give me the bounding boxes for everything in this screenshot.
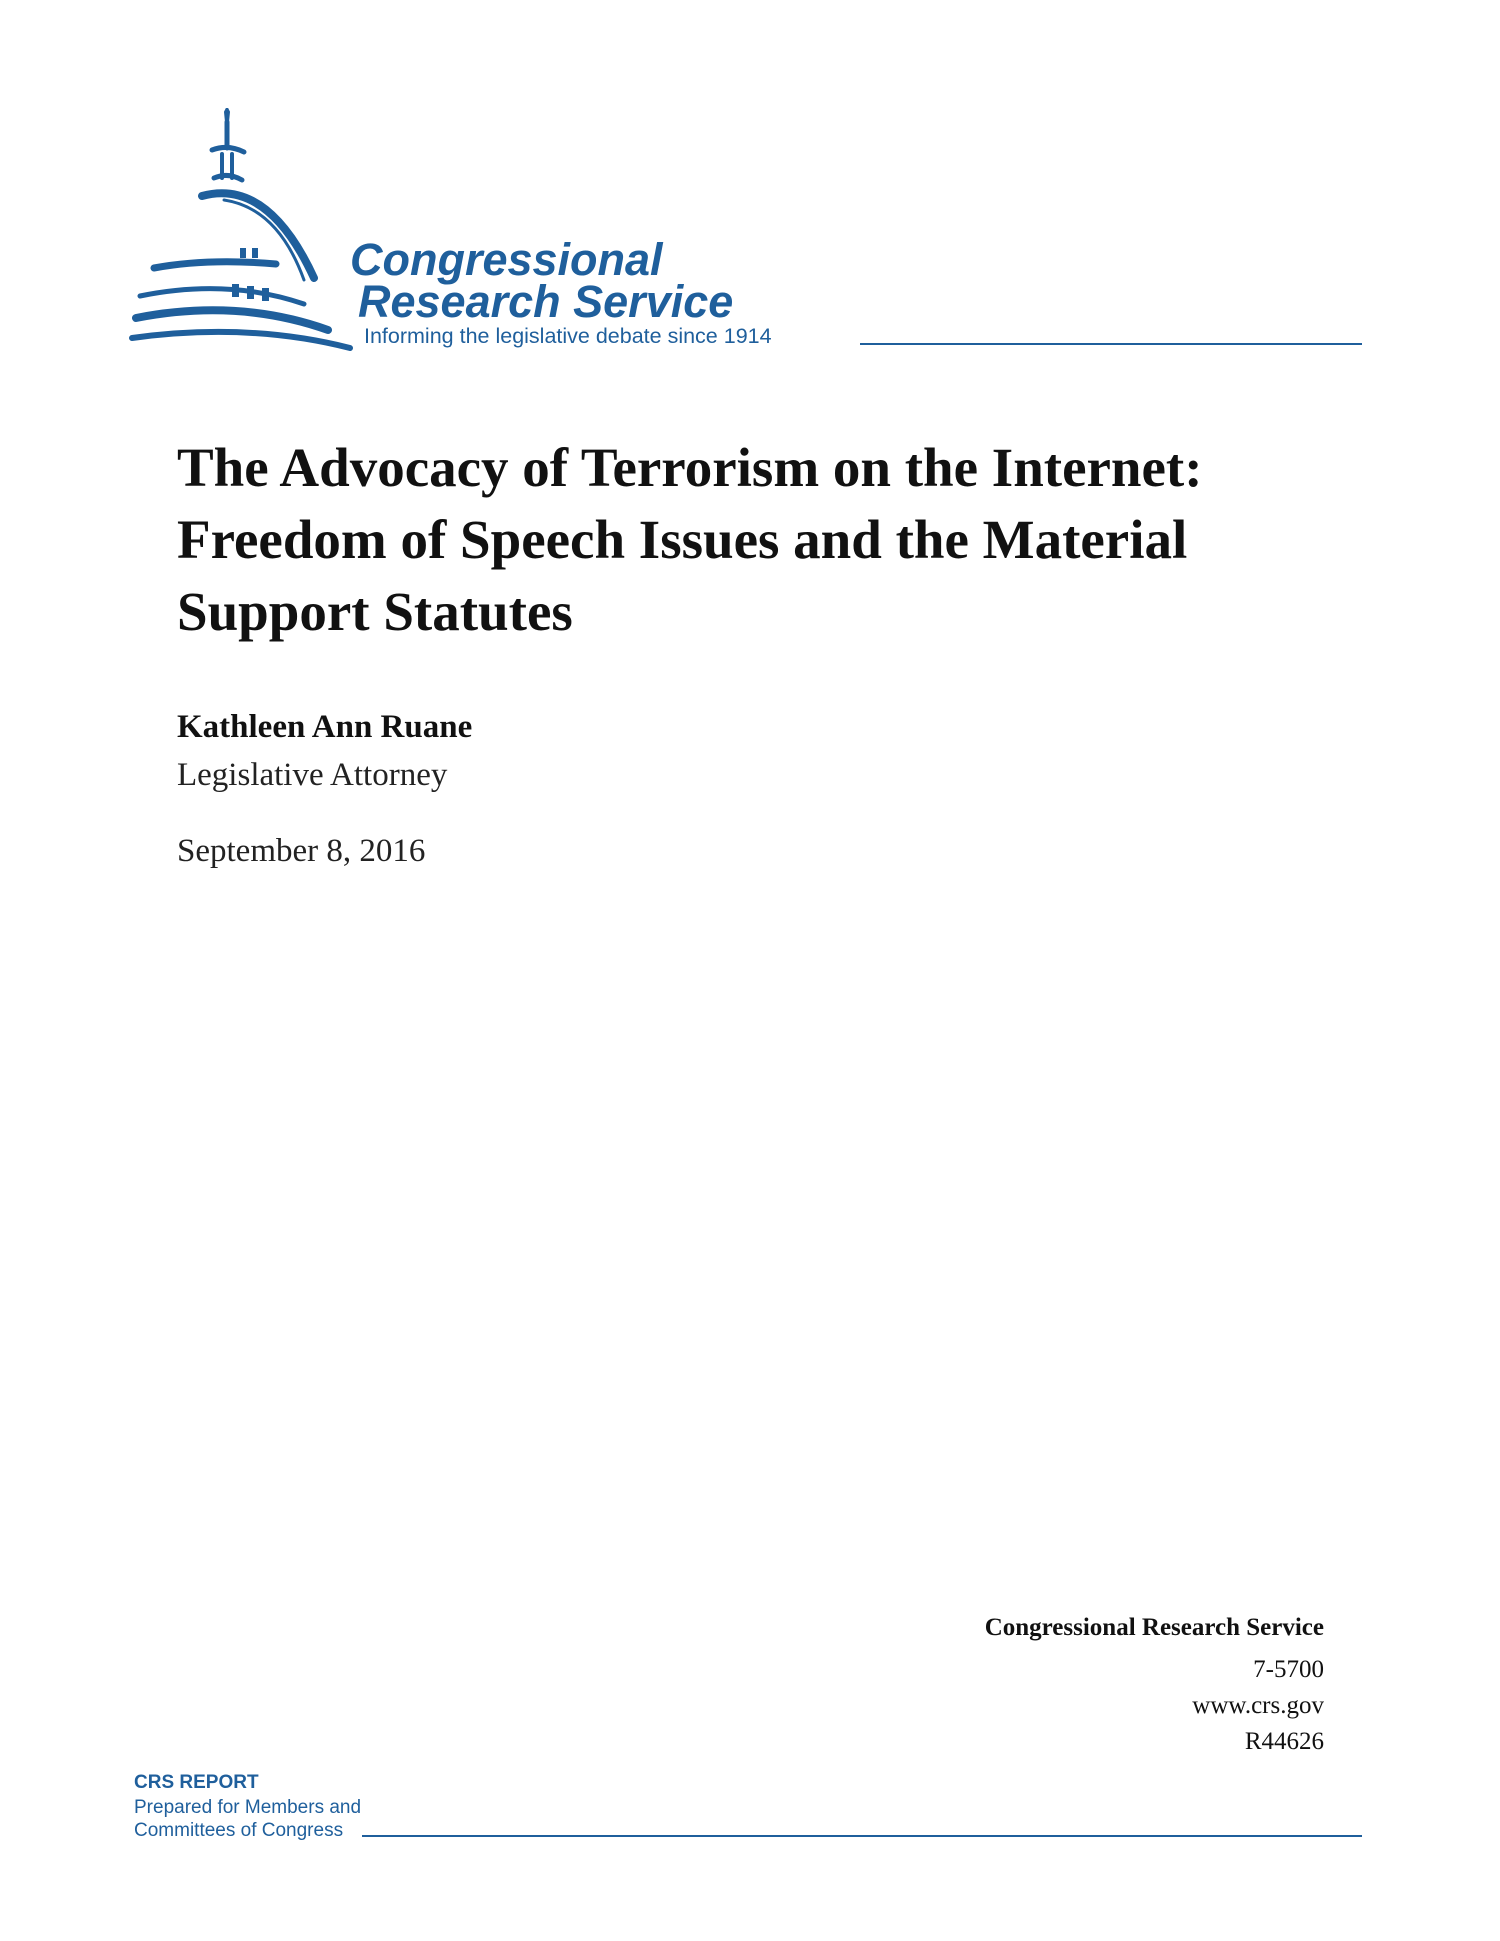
report-code: 7-5700: [1253, 1656, 1324, 1683]
report-title: The Advocacy of Terrorism on the Internet: Freedom of Speech Issues and the Material Support Statutes: [177, 437, 1203, 642]
organization-name: Congressional Research Service: [984, 1614, 1324, 1641]
website-link[interactable]: www.crs.gov: [1192, 1692, 1324, 1719]
report-number: R44626: [1244, 1728, 1324, 1755]
footer-title: CRS REPORT: [134, 1772, 259, 1793]
capitol-dome-icon: [128, 108, 358, 353]
author-role: Legislative Attorney: [177, 757, 448, 793]
brand-tagline: Informing the legislative debate since 1914: [364, 324, 772, 348]
brand-name-line2: Research Service: [358, 276, 734, 327]
report-date: September 8, 2016: [177, 833, 426, 869]
author-name: Kathleen Ann Ruane: [177, 709, 473, 745]
footer-line2: Committees of Congress: [134, 1820, 344, 1841]
footer-divider: [362, 1835, 1362, 1837]
footer-line1: Prepared for Members and: [134, 1797, 362, 1818]
brand-name-line1: Congressional: [350, 234, 663, 285]
header-divider: [860, 343, 1362, 345]
